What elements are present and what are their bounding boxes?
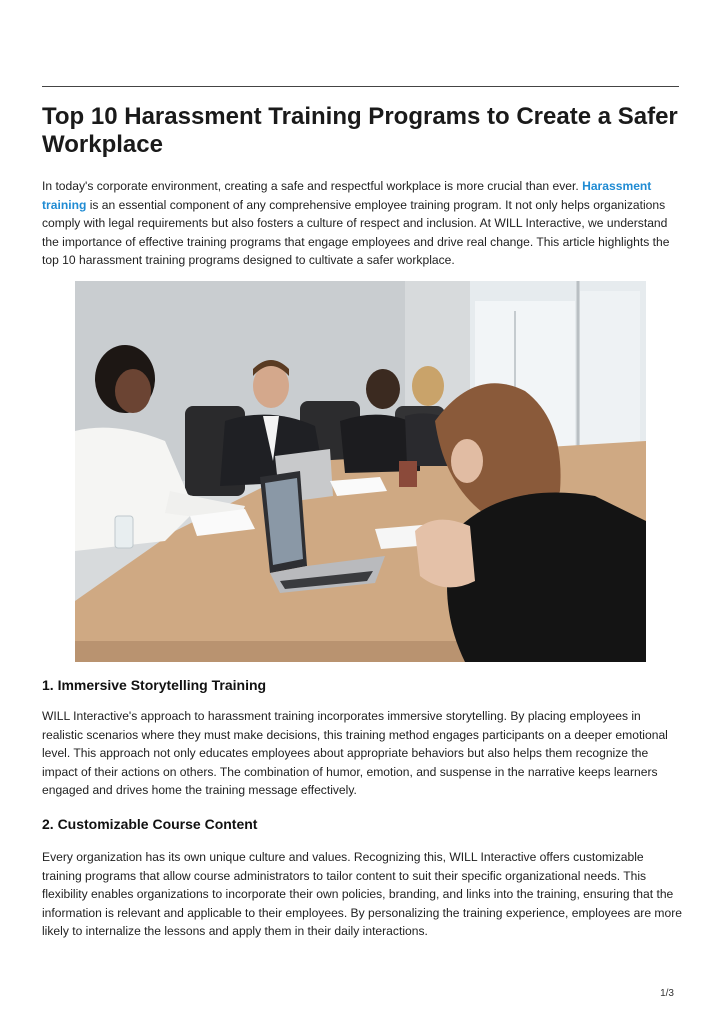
header-rule bbox=[42, 86, 679, 87]
page-title: Top 10 Harassment Training Programs to Create a Safer Workplace bbox=[42, 103, 678, 158]
section-body-2: Every organization has its own unique culture and values. Recognizing this, WILL Interactive offers customizable training programs that allow course administrators to tailor content to suit their specific organizational needs. This flexibility enables organizations to incorporate their own policies, branding, and links into the training, ensuring that the information is relevant and applicable to their employees. By personalizing the training experience, employees are more likely to internalize the lessons and apply them in their daily interactions. bbox=[42, 850, 682, 939]
section-heading-1: 1. Immersive Storytelling Training bbox=[42, 677, 267, 693]
section-heading-2: 2. Customizable Course Content bbox=[42, 816, 258, 832]
intro-text-after: is an essential component of any comprehensive employee training program. It not only helps organizations comply with legal requirements but also fosters a culture of respect and inclusion. At WILL Interactive, we understand the importance of effective training programs that engage employees and drive real change. This article highlights the top 10 harassment training programs designed to cultivate a safer workplace. bbox=[42, 197, 670, 268]
page-number: 1/3 bbox=[660, 988, 674, 999]
section-body-1: WILL Interactive's approach to harassment training incorporates immersive storytelling. By placing employees in realistic scenarios where they must make decisions, this training method engages participants on a deeper emotional level. This approach not only educates employees about appropriate behaviors but also helps them recognize the impact of their actions on others. The combination of humor, emotion, and suspense in the narrative keeps learners engaged and drives home the training message effectively. bbox=[42, 709, 668, 798]
intro-text-before: In today's corporate environment, creating a safe and respectful workplace is more crucial than ever. bbox=[42, 179, 583, 193]
meeting-photo bbox=[75, 281, 646, 662]
intro-paragraph bbox=[42, 177, 682, 270]
harassment-training-link[interactable]: Harassment training bbox=[42, 179, 652, 212]
